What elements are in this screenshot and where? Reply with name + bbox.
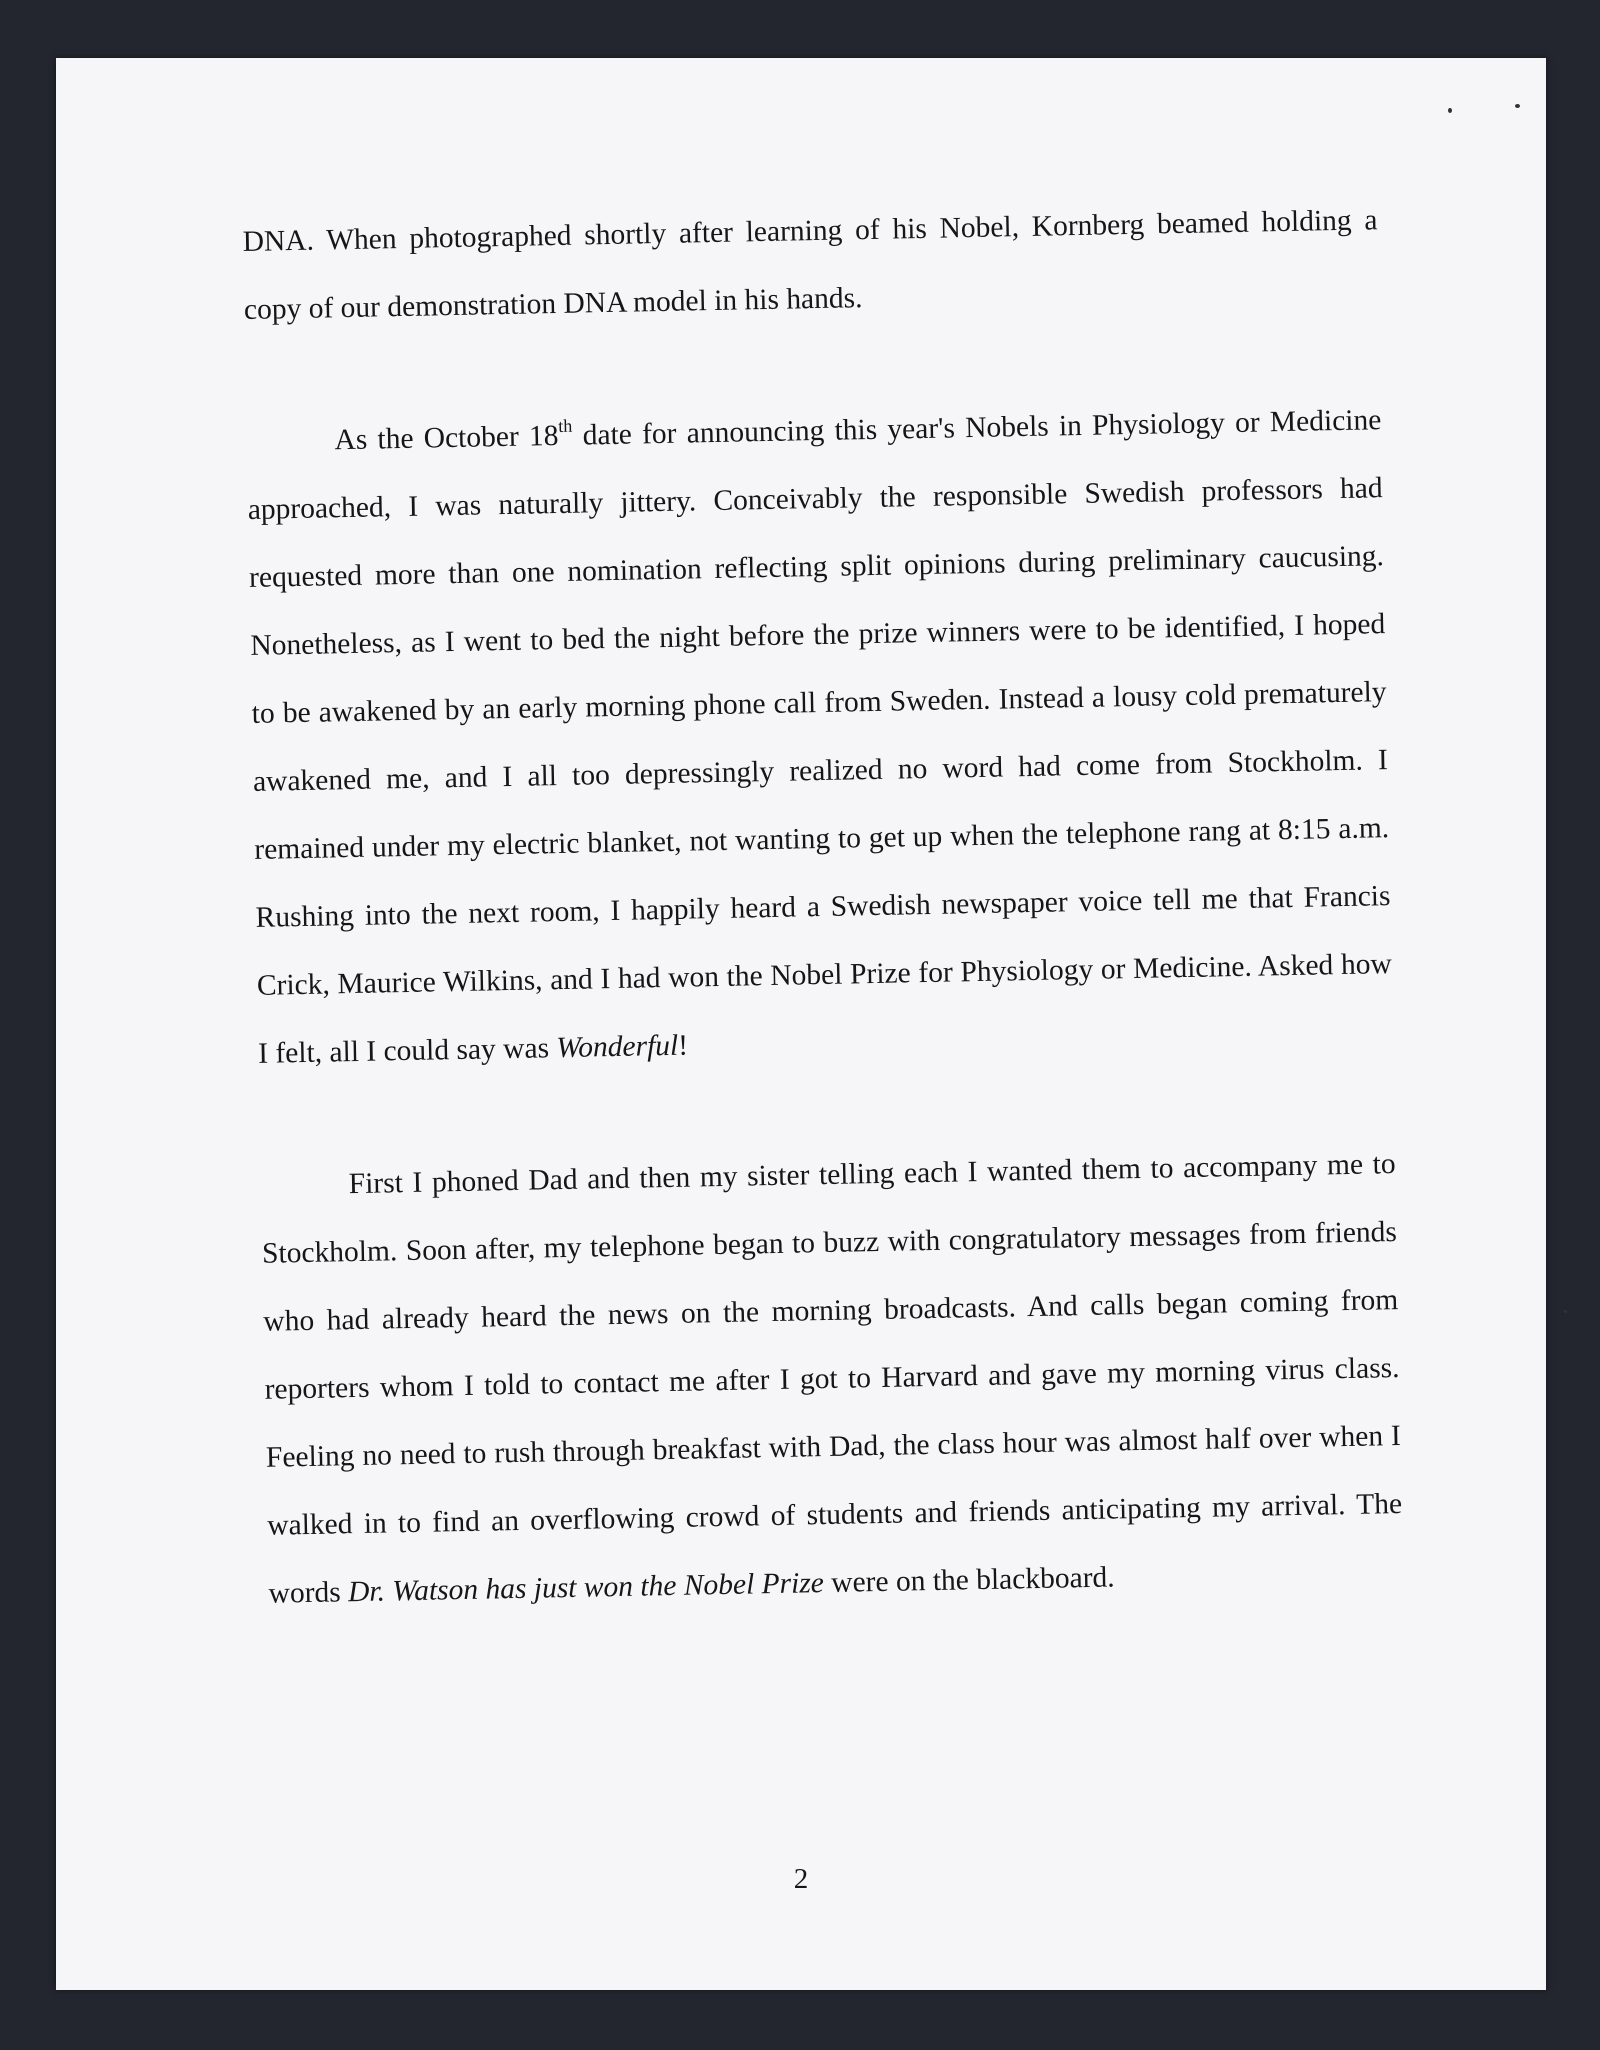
paragraph-2-text-start: As the October 18: [334, 419, 559, 457]
italic-wonderful: Wonderful: [556, 1029, 679, 1065]
paragraph-1: DNA. When photographed shortly after learning of his Nobel, Kornberg beamed holding a copy of our demonstration DNA model in his hands.: [242, 204, 1378, 326]
paragraph-2: [246, 386, 1394, 1088]
ordinal-superscript: th: [558, 415, 573, 436]
paper-sheet: [56, 58, 1546, 1990]
page-number: 2: [793, 1863, 809, 1895]
italic-blackboard-words: Dr. Watson has just won the Nobel Prize: [347, 1567, 825, 1609]
paper-speck: [1448, 108, 1452, 113]
paragraph-2-text-body: date for announcing this year's Nobels in Physiology or Medicine approached, I was naturally jittery. Conceivably the responsible Swedish professors had requested more than one nomination reflecting split opinions during preliminary caucusing. Nonetheless, as I went to bed the night before the prize winners were to be identified, I hoped to be awakened by an early morning phone call from Sweden. Instead a lousy cold prematurely awakened me, and I all too depressingly realized no word had come from Stockholm. I remained under my electric blanket, not wanting to get up when the telephone rang at 8:15 a.m. Rushing into the next room, I happily heard a Swedish newspaper voice tell me that Francis Crick, Maurice Wilkins, and I had won the Nobel Prize for Physiology or Medicine. Asked how I felt, all I could say was: [247, 404, 1393, 1070]
paragraph-3-text-end: were on the blackboard.: [823, 1561, 1115, 1600]
paragraph-2-text-end: !: [677, 1029, 689, 1062]
paragraph-3-text-start: First I phoned Dad and then my sister telling each I wanted them to accompany me to Stockholm. Soon after, my telephone began to buzz with congratulatory messages from friends who had already heard the news on the morning broadcasts. And calls began coming from reporters whom I told to contact me after I got to Harvard and gave my morning virus class. Feeling no need to rush through breakfast with Dad, the class hour was almost half over when I walked in to find an overflowing crowd of students and friends anticipating my arrival. The words: [261, 1148, 1403, 1610]
page-body: [242, 186, 1404, 1628]
paper-speck: [1564, 1310, 1567, 1313]
paper-speck: [1515, 104, 1520, 108]
paragraph-3: [260, 1130, 1404, 1628]
